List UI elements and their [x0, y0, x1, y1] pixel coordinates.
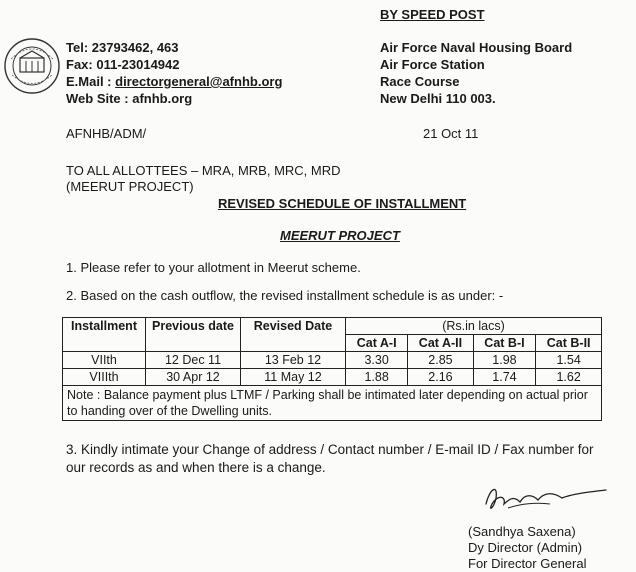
- paragraph-3: 3. Kindly intimate your Change of address / Contact number / E-mail ID / Fax number for our records as and when there is a change.: [66, 442, 594, 475]
- table-note: Note : Balance payment plus LTMF / Parking shall be intimated later depending on actual prior to handing over of the Dwelling units.: [63, 386, 602, 421]
- signatory-designation: Dy Director (Admin): [468, 540, 583, 555]
- document-title: REVISED SCHEDULE OF INSTALLMENT: [218, 196, 467, 211]
- address-line: New Delhi 110 003.: [380, 91, 496, 106]
- paragraph-2: 2. Based on the cash outflow, the revised installment schedule is as under: -: [66, 288, 504, 303]
- amount-cell: 2.85: [408, 352, 473, 369]
- amount-cell: 2.16: [408, 369, 473, 386]
- project-subtitle: MEERUT PROJECT: [280, 228, 400, 243]
- reference-number: AFNHB/ADM/: [66, 126, 147, 141]
- table-row: [63, 369, 602, 386]
- installment-cell: VIIIth: [63, 369, 146, 386]
- address-line: Race Course: [380, 74, 460, 89]
- amount-cell: 1.98: [473, 352, 536, 369]
- revised-date-cell: 11 May 12: [241, 369, 346, 386]
- category-header: Cat B-II: [536, 335, 602, 352]
- amount-cell: 1.74: [473, 369, 536, 386]
- signatory-for: For Director General: [468, 556, 587, 571]
- amount-cell: 1.88: [346, 369, 408, 386]
- installment-cell: VIIth: [63, 352, 146, 369]
- category-header: Cat A-II: [408, 335, 473, 352]
- category-header: Cat B-I: [473, 335, 536, 352]
- address-line: Air Force Naval Housing Board: [380, 40, 573, 55]
- addressee-line: TO ALL ALLOTTEES – MRA, MRB, MRC, MRD: [66, 163, 341, 178]
- speed-post-label: BY SPEED POST: [380, 7, 485, 22]
- amount-cell: 1.54: [536, 352, 602, 369]
- previous-date-cell: 30 Apr 12: [146, 369, 241, 386]
- tel-text: Tel: 23793462, 463: [66, 40, 179, 55]
- afnhb-seal-icon: [3, 37, 61, 95]
- fax-text: Fax: 011-23014942: [66, 57, 180, 72]
- installment-schedule-table: [62, 317, 602, 421]
- letter-date: 21 Oct 11: [423, 126, 479, 141]
- amount-cell: 1.62: [536, 369, 602, 386]
- email-link[interactable]: directorgeneral@afnhb.org: [115, 74, 283, 89]
- table-note-row: [63, 386, 602, 421]
- previous-date-cell: 12 Dec 11: [146, 352, 241, 369]
- signatory-name: (Sandhya Saxena): [468, 524, 576, 539]
- handwritten-signature-icon: [476, 478, 611, 516]
- amount-cell: 3.30: [346, 352, 408, 369]
- header-revised-date: Revised Date: [241, 318, 346, 352]
- table-row: [63, 352, 602, 369]
- table-header-row: [63, 318, 602, 335]
- category-header: Cat A-I: [346, 335, 408, 352]
- revised-date-cell: 13 Feb 12: [241, 352, 346, 369]
- paragraph-1: 1. Please refer to your allotment in Meerut scheme.: [66, 260, 361, 275]
- header-previous-date: Previous date: [146, 318, 241, 352]
- website-text: Web Site : afnhb.org: [66, 91, 193, 106]
- addressee-project: (MEERUT PROJECT): [66, 179, 194, 194]
- address-line: Air Force Station: [380, 57, 485, 72]
- email-label: E.Mail :: [66, 74, 116, 89]
- header-installment: Installment: [63, 318, 146, 352]
- header-units: (Rs.in lacs): [346, 318, 602, 335]
- email-line: [66, 74, 282, 89]
